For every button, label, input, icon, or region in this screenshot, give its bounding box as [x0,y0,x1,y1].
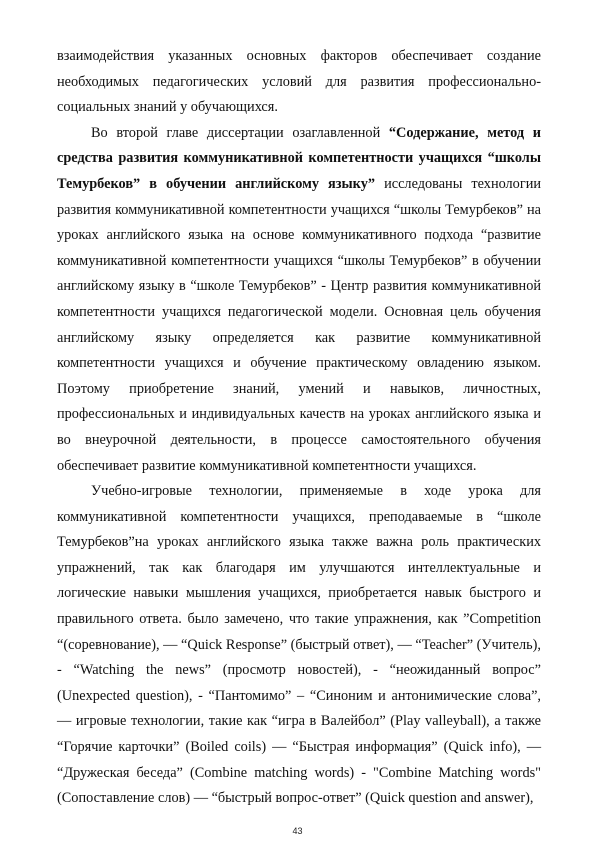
document-body [57,44,541,812]
chapter-title-bold: “Содержание, метод и средства развития коммуникативной компетентности учащихся “школы Темурбеков” в обучении английскому языку” [57,124,542,192]
paragraph-2-intro: Во второй главе диссертации озаглавленной [91,124,389,141]
page-number: 43 [292,826,303,836]
paragraph-2-body: исследованы технологии развития коммуникативной компетентности учащихся “школы Темурбеков” на уроках английского языка на основе коммуникативного подхода “развитие коммуникативной компетентности учащихся “школы Темурбеков” в обучении английскому языку в “школе Темурбеков” - Центр развития коммуникативной компетентности учащихся педагогической модели. Основная цель обучения английскому языку определяется как развитие коммуникативной компетентности учащихся и обучение практическому овладению языком. Поэтому приобретение знаний, умений и навыков, личностных, профессиональных и индивидуальных качеств на уроках английского языка и во внеурочной деятельности, в процессе самостоятельного обучения обеспечивает развитие коммуникативной компетентности учащихся. [57,175,541,474]
paragraph-3 [57,479,541,812]
paragraph-1 [57,44,541,121]
paragraph-2 [57,121,541,479]
paragraph-1-text: взаимодействия указанных основных факторов обеспечивает создание необходимых педагогических условий для развития профессионально-социальных знаний у обучающихся. [57,48,541,116]
paragraph-3-text: Учебно-игровые технологии, применяемые в ходе урока для коммуникативной компетентности учащихся, преподаваемые в “школе Темурбеков”на уроках английского языка также важна роль практических упражнений, так как благодаря им улучшаются интеллектуальные и логические навыки мышления учащихся, приобретается навык быстрого и правильного ответа. было замечено, что такие упражнения, как ”Competition “(соревнование), — “Quick Response” (быстрый ответ), — “Teacher” (Учитель), - “Watching the news” (просмотр новостей), - “неожиданный вопрос” (Unexpected question), - “Пантомимо” – “Синоним и антонимические слова”, — игровые технологии, такие как “игра в Валейбол” (Play valleyball), а также “Горячие карточки” (Boiled coils) — “Быстрая информация” (Quick info), — “Дружеская беседа” (Combine matching words) - "Combine Matching words" (Сопоставление слов) — “быстрый вопрос-ответ” (Quick question and answer), [57,483,541,807]
